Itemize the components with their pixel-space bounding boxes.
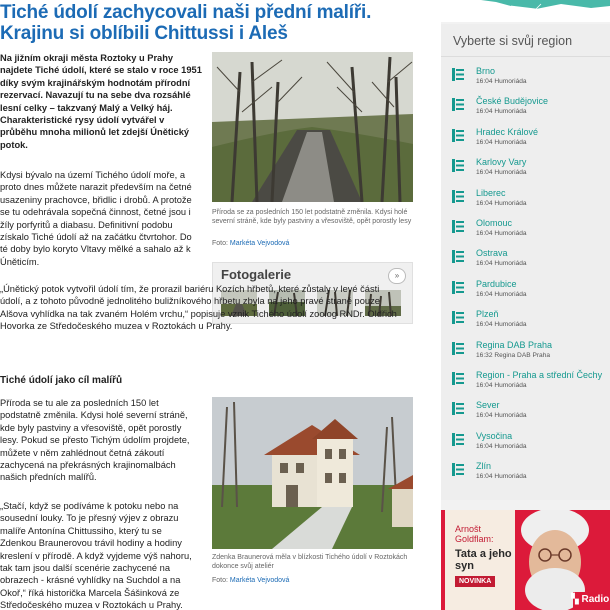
region-name[interactable]: Region - Praha a střední Čechy xyxy=(476,370,603,380)
credit-author-link[interactable]: Markéta Vejvodová xyxy=(229,577,290,584)
region-item[interactable] xyxy=(441,248,610,276)
region-name[interactable]: Regina DAB Praha xyxy=(476,339,553,350)
region-item[interactable] xyxy=(441,127,610,155)
region-now-playing: 16:04 Humoriáda xyxy=(476,199,527,207)
region-now-playing: 16:04 Humoriáda xyxy=(476,473,527,481)
photo-credit xyxy=(212,239,289,248)
forest-path-image xyxy=(212,52,413,202)
playlist-icon xyxy=(452,372,464,385)
region-name[interactable]: Zlín xyxy=(476,461,492,472)
region-selector-title: Vyberte si svůj region xyxy=(453,34,573,48)
playlist-icon xyxy=(452,159,464,172)
region-name[interactable]: Vysočina xyxy=(476,430,513,441)
region-name[interactable]: Karlovy Vary xyxy=(476,157,527,168)
region-item[interactable] xyxy=(441,431,610,459)
playlist-icon xyxy=(452,129,464,142)
region-item[interactable] xyxy=(441,461,610,489)
article-paragraph: Příroda se tu ale za posledních 150 let podstatně změnila. Kdysi holé severní stráně, kde byly pastviny a vřesoviště, opět porostly lesy. Pokud se přesto Tichým údolím projdete, můžete v něm zahlédnout četná zákoutí zachycená na překrásných krajinomalbách našich předních malířů. xyxy=(0,398,190,483)
radio-logo-icon: ▚ xyxy=(571,594,582,605)
region-item[interactable] xyxy=(441,309,610,337)
region-item[interactable] xyxy=(441,279,610,307)
region-name[interactable]: Ostrava xyxy=(476,248,508,259)
region-name[interactable]: Liberec xyxy=(476,187,506,198)
region-item[interactable] xyxy=(441,370,610,398)
sidebar xyxy=(441,0,610,610)
region-name[interactable]: Sever xyxy=(476,400,500,411)
credit-label: Foto: xyxy=(212,240,228,247)
playlist-icon xyxy=(452,250,464,263)
playlist-icon xyxy=(452,281,464,294)
region-now-playing: 16:04 Humoriáda xyxy=(476,230,527,237)
region-selector xyxy=(441,24,610,500)
ad-title: Tata a jeho syn xyxy=(455,548,512,572)
gallery-title: Fotogalerie xyxy=(221,267,292,282)
region-name[interactable]: České Budějovice xyxy=(476,96,549,107)
region-now-playing: 16:04 Humoriáda xyxy=(476,78,527,85)
ad-badge: NOVINKA xyxy=(455,576,495,587)
article-photo-villa[interactable] xyxy=(212,397,413,549)
region-now-playing: 16:32 Regina DAB Praha xyxy=(476,351,551,359)
article-headline: Tiché údolí zachycovali naši přední malíři. Krajinu si oblíbili Chittussi i Aleš xyxy=(0,2,372,44)
ad-author: Arnošt Goldflam: xyxy=(455,524,494,544)
playlist-icon xyxy=(452,311,464,324)
region-item[interactable] xyxy=(441,188,610,216)
playlist-icon xyxy=(452,463,464,476)
region-now-playing: 16:04 Humoriáda xyxy=(476,290,527,298)
credit-label: Foto: xyxy=(212,577,228,584)
region-name[interactable]: Brno xyxy=(476,66,496,76)
map-icon xyxy=(441,0,610,22)
gallery-next-button[interactable] xyxy=(388,268,406,284)
credit-author-link[interactable]: Markéta Vejvodová xyxy=(229,240,290,247)
playlist-icon xyxy=(452,68,464,81)
photo-credit xyxy=(212,576,289,585)
region-name[interactable]: Plzeň xyxy=(476,309,499,320)
region-item[interactable] xyxy=(441,218,610,246)
region-now-playing: 16:04 Humoriáda xyxy=(476,382,527,389)
region-item[interactable] xyxy=(441,96,610,124)
region-item[interactable] xyxy=(441,340,610,368)
villa-image xyxy=(212,397,413,549)
double-chevron-right-icon: » xyxy=(394,271,400,280)
photo-caption: Zdenka Braunerová měla v blízkosti Tichého údolí v Roztokách dokonce svůj ateliér xyxy=(212,554,408,570)
region-name[interactable]: Olomouc xyxy=(476,218,513,228)
photo-caption: Příroda se za posledních 150 let podstatně změnila. Kdysi holé severní stráně, kde byly pastviny a vřesoviště, opět porostly lesy xyxy=(212,209,412,225)
article-subheading: Tiché údolí jako cíl malířů xyxy=(0,375,123,386)
playlist-icon xyxy=(452,190,464,203)
region-now-playing: 16:04 Humoriáda xyxy=(476,138,527,146)
advertisement-banner[interactable] xyxy=(441,510,610,610)
article-intro: Na jižním okraji města Roztoky u Prahy najdete Tiché údolí, které se stalo v roce 1951 díky svým krajinářským hodnotám přírodní rezervací. Navazují tu na sebe dva rozsáhlé lesní celky – takzvaný Malý a Velký háj. Charakteristické rysy údolí vytvářel v průběhu mnoha milionů let zdejší Únětický potok. xyxy=(0,53,202,150)
region-now-playing: 16:04 Humoriáda xyxy=(476,321,527,329)
region-now-playing: 16:04 Humoriáda xyxy=(476,260,527,268)
region-now-playing: 16:04 Humoriáda xyxy=(476,442,527,450)
playlist-icon xyxy=(452,342,464,355)
region-item[interactable] xyxy=(441,66,610,94)
playlist-icon xyxy=(452,433,464,446)
article-paragraph: „Únětický potok vytvořil údolí tím, že prorazil bariéru Kozích hřbetů, které zůstaly v levé části údolí, a z tohoto původně jednolitého buližníkového hřbetu zbyla na jeho pravé straně pouze Alšova vyhlídka na tak zvaném Holém vrchu,“ popisuje vznik Tichého údolí zoolog RNDr. Oldřich Hovorka ze Středočeského muzea v Roztokách u Prahy. xyxy=(0,284,397,332)
region-now-playing: 16:04 Humoriáda xyxy=(476,412,527,420)
playlist-icon xyxy=(452,220,464,233)
region-name[interactable]: Pardubice xyxy=(476,278,517,289)
region-item[interactable] xyxy=(441,400,610,428)
article-photo-path[interactable] xyxy=(212,52,413,202)
region-item[interactable] xyxy=(441,157,610,185)
divider xyxy=(441,56,610,57)
playlist-icon xyxy=(452,98,464,111)
region-name[interactable]: Hradec Králové xyxy=(476,126,539,137)
ad-brand xyxy=(571,594,609,606)
region-now-playing: 16:04 Humoriáda xyxy=(476,108,527,116)
article-paragraph: Kdysi bývalo na území Tichého údolí moře, a proto dnes můžete narazit především na četné usazeniny prachovce, břidlic i drobů. A protože se tu odehrávala sopečná činnost, četné jsou i žíly porfyritů a diabasu. Definitivní podobu získalo Tiché údolí až na začátku čtvrtohor. Do té doby bylo koryto Vltavy mělké a sahalo až k Úněticím. xyxy=(0,170,192,267)
playlist-icon xyxy=(452,402,464,415)
region-map[interactable] xyxy=(441,0,610,22)
region-now-playing: 16:04 Humoriáda xyxy=(476,169,527,177)
ad-brand-name: Radio xyxy=(581,594,610,605)
article-paragraph: „Stačí, když se podíváme k potoku nebo na sousední louky. To je přesný výjev z obrazu malíře Antonína Chittussiho, který tu se Zdenkou Braunerovou trávil hodiny a hodiny kreslení v přírodě. A když vyjdeme výš nahoru, tak tam jsou další scenérie zachycené na obrazech - krásné vyhlídky na Suchdol a na Okoř,“ říká historička Marcela Šášinková ze Středočeského muzea v Roztokách u Prahy. xyxy=(0,501,192,610)
